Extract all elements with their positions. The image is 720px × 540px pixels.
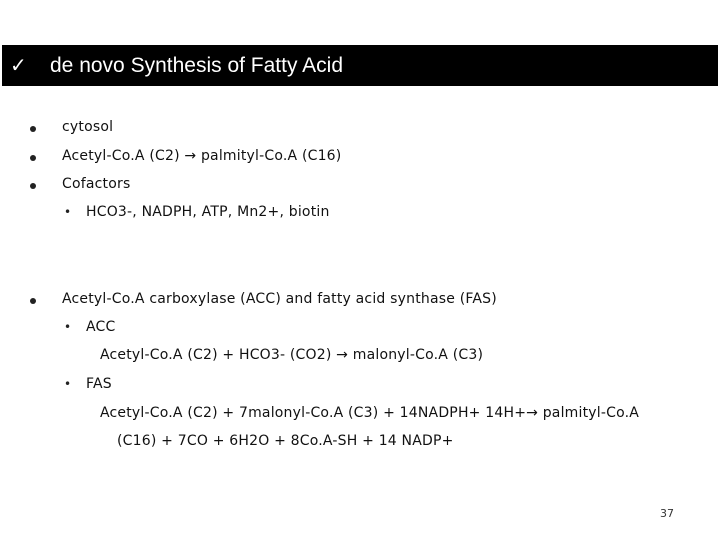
bullet-dot-icon (30, 298, 36, 304)
bullet-cofactors: Cofactors (62, 176, 131, 192)
bullet-dot-icon (30, 126, 36, 132)
bullet-cytosol: cytosol (62, 119, 114, 135)
cofactor-list: HCO3-, NADPH, ATP, Mn2+, biotin (86, 204, 330, 220)
fas-label: FAS (86, 376, 112, 392)
checkmark-icon: ✓ (10, 53, 27, 77)
title-bar (2, 45, 718, 86)
sub-bullet-icon: • (64, 377, 72, 391)
fas-reaction-line-2: (C16) + 7CO + 6H2O + 8Co.A-SH + 14 NADP+ (117, 433, 454, 449)
bullet-conversion: Acetyl-Co.A (C2) → palmityl-Co.A (C16) (62, 148, 342, 164)
fas-reaction-line-1: Acetyl-Co.A (C2) + 7malonyl-Co.A (C3) + 14NADPH+ 14H+→ palmityl-Co.A (100, 405, 640, 421)
page-number: 37 (660, 507, 674, 520)
sub-bullet-icon: • (64, 205, 72, 219)
acc-reaction: Acetyl-Co.A (C2) + HCO3- (CO2) → malonyl-Co.A (C3) (100, 347, 484, 363)
bullet-enzymes: Acetyl-Co.A carboxylase (ACC) and fatty acid synthase (FAS) (62, 291, 497, 307)
slide-title: de novo Synthesis of Fatty Acid (50, 54, 343, 77)
bullet-dot-icon (30, 183, 36, 189)
sub-bullet-icon: • (64, 320, 72, 334)
acc-label: ACC (86, 319, 116, 335)
bullet-dot-icon (30, 155, 36, 161)
